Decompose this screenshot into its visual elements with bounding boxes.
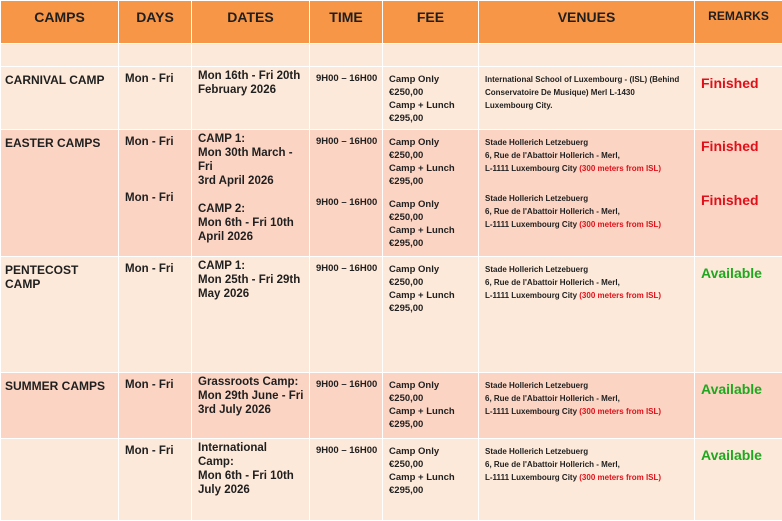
fee-cell: Camp Only €250,00 Camp + Lunch €295,00 xyxy=(383,67,479,130)
table-row xyxy=(1,257,782,373)
header-days: DAYS xyxy=(119,1,192,44)
table-row xyxy=(1,130,782,257)
header-venues: VENUES xyxy=(479,1,695,44)
status-remark: Available xyxy=(695,373,782,439)
camp-name: SUMMER CAMPS xyxy=(1,373,119,439)
table-row xyxy=(1,67,782,130)
camp-name: CARNIVAL CAMP xyxy=(1,67,119,130)
venue-distance-note: (300 meters from ISL) xyxy=(579,473,661,482)
time-cell: 9H00 – 16H00 xyxy=(310,439,383,521)
status-remark: Finished xyxy=(695,67,782,130)
dates-cell: International Camp: Mon 6th - Fri 10th July 2026 xyxy=(192,439,310,521)
venue-distance-note: (300 meters from ISL) xyxy=(579,407,661,416)
days-cell: Mon - Fri xyxy=(119,373,192,439)
header-dates: DATES xyxy=(192,1,310,44)
dates-cell: CAMP 1: Mon 25th - Fri 29th May 2026 xyxy=(192,257,310,373)
time-cell: 9H00 – 16H00 xyxy=(310,257,383,373)
table-row xyxy=(1,439,782,521)
camp-name xyxy=(1,439,119,521)
status-remark: Available xyxy=(695,439,782,521)
spacer-row xyxy=(1,44,782,67)
status-remark: Available xyxy=(695,257,782,373)
venue-cell: Stade Hollerich Letzebuerg 6, Rue de l'Abattoir Hollerich - Merl, L-1111 Luxembourg City (300 meters from ISL) xyxy=(479,439,695,521)
table-row xyxy=(1,373,782,439)
header-camps: CAMPS xyxy=(1,1,119,44)
fee-cell: Camp Only €250,00 Camp + Lunch €295,00 xyxy=(383,373,479,439)
fee-cell: Camp Only €250,00 Camp + Lunch €295,00 xyxy=(383,439,479,521)
fee-cell: Camp Only €250,00 Camp + Lunch €295,00 xyxy=(383,257,479,373)
venue-cell: International School of Luxembourg - (ISL) (Behind Conservatoire De Musique) Merl L-1430 Luxembourg City. xyxy=(479,67,695,130)
days-cell: Mon - Fri xyxy=(119,67,192,130)
camp-name: EASTER CAMPS xyxy=(1,130,119,257)
venue-cell: Stade Hollerich Letzebuerg 6, Rue de l'Abattoir Hollerich - Merl, L-1111 Luxembourg City (300 meters from ISL) Stade Hollerich Letzebuerg 6, Rue de l'Abattoir Hollerich - Merl, L-1111 Luxembourg City (300 meters from ISL) xyxy=(479,130,695,257)
fee-cell: Camp Only €250,00 Camp + Lunch €295,00 Camp Only €250,00 Camp + Lunch €295,00 xyxy=(383,130,479,257)
dates-cell: CAMP 1: Mon 30th March - Fri 3rd April 2026 CAMP 2: Mon 6th - Fri 10th April 2026 xyxy=(192,130,310,257)
days-cell: Mon - Fri xyxy=(119,257,192,373)
status-remark: Finished Finished xyxy=(695,130,782,257)
venue-distance-note: (300 meters from ISL) xyxy=(579,164,661,173)
time-cell: 9H00 – 16H00 9H00 – 16H00 xyxy=(310,130,383,257)
header-remarks: REMARKS xyxy=(695,1,782,44)
header-fee: FEE xyxy=(383,1,479,44)
venue-distance-note: (300 meters from ISL) xyxy=(579,291,661,300)
dates-cell: Mon 16th - Fri 20th February 2026 xyxy=(192,67,310,130)
header-time: TIME xyxy=(310,1,383,44)
dates-cell: Grassroots Camp: Mon 29th June - Fri 3rd July 2026 xyxy=(192,373,310,439)
header-row xyxy=(1,1,782,44)
camp-name: PENTECOST CAMP xyxy=(1,257,119,373)
time-cell: 9H00 – 16H00 xyxy=(310,373,383,439)
time-cell: 9H00 – 16H00 xyxy=(310,67,383,130)
days-cell: Mon - Fri xyxy=(119,439,192,521)
venue-cell: Stade Hollerich Letzebuerg 6, Rue de l'Abattoir Hollerich - Merl, L-1111 Luxembourg City (300 meters from ISL) xyxy=(479,373,695,439)
venue-cell: Stade Hollerich Letzebuerg 6, Rue de l'Abattoir Hollerich - Merl, L-1111 Luxembourg City (300 meters from ISL) xyxy=(479,257,695,373)
days-cell: Mon - Fri Mon - Fri xyxy=(119,130,192,257)
venue-distance-note: (300 meters from ISL) xyxy=(579,220,661,229)
